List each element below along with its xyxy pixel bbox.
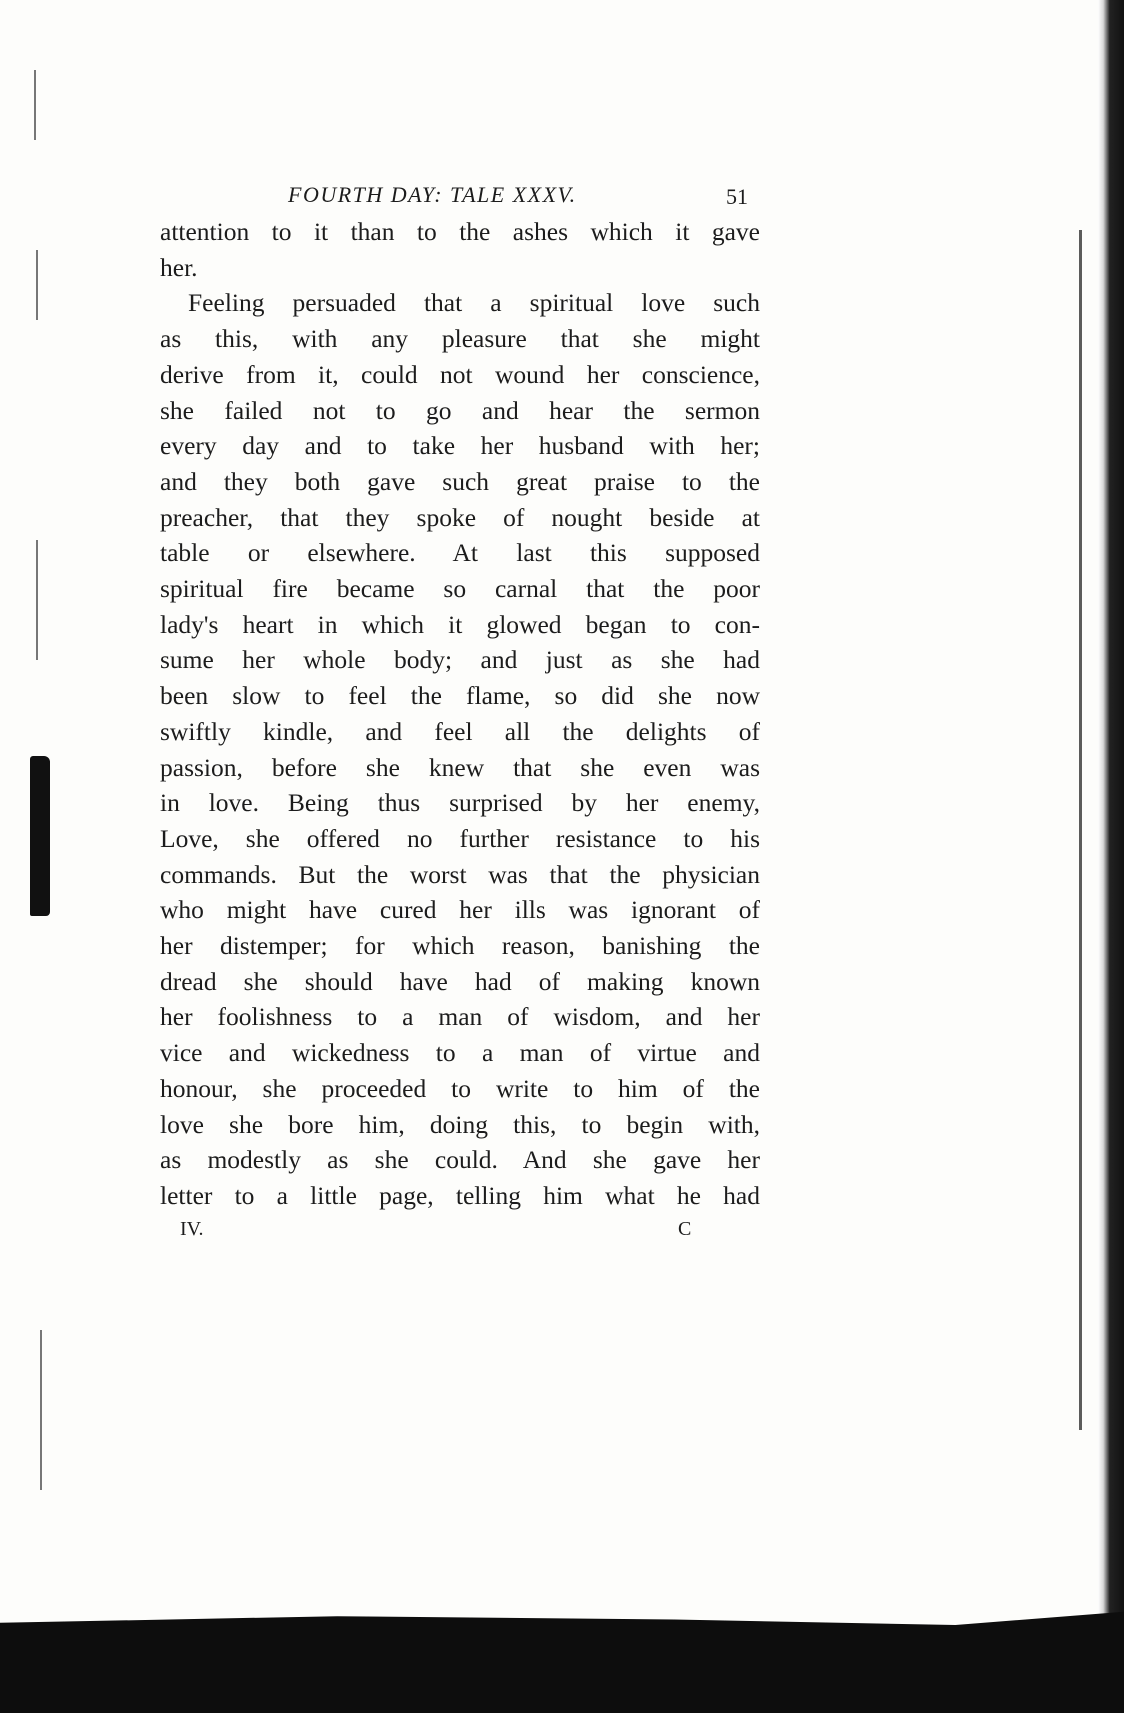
body-text — [160, 214, 760, 1214]
scan-shadow-right — [1098, 0, 1124, 1713]
text-line: preacher, that they spoke of nought beside at — [160, 502, 760, 532]
text-line: attention to it than to the ashes which it gave — [160, 217, 760, 246]
running-head-title: FOURTH DAY: TALE XXXV. — [288, 182, 577, 207]
text-line: her distemper; for which reason, banishing the — [160, 931, 760, 961]
text-line: been slow to feel the flame, so did she now — [160, 681, 760, 711]
gathering-signature: C — [678, 1217, 692, 1240]
text-line: swiftly kindle, and feel all the delights of — [160, 716, 760, 746]
text-line: her. — [160, 252, 198, 282]
text-line: vice and wickedness to a man of virtue and — [160, 1038, 760, 1068]
page-number: 51 — [726, 184, 748, 209]
text-line: letter to a little page, telling him what he had — [160, 1180, 760, 1210]
text-line: sume her whole body; and just as she had — [160, 645, 760, 675]
text-line: she failed not to go and hear the sermon — [160, 395, 760, 425]
paragraph-1 — [160, 214, 760, 285]
text-line: her foolishness to a man of wisdom, and her — [160, 1002, 760, 1032]
text-line: honour, she proceeded to write to him of the — [160, 1073, 760, 1103]
scan-speck — [40, 1330, 42, 1490]
text-line: commands. But the worst was that the physician — [160, 859, 760, 889]
text-line: love she bore him, doing this, to begin with, — [160, 1109, 760, 1139]
text-line: table or elsewhere. At last this supposed — [160, 538, 760, 568]
text-line: and they both gave such great praise to the — [160, 466, 760, 496]
scan-speck — [36, 540, 38, 660]
volume-signature: IV. — [180, 1217, 204, 1240]
scan-fold-line — [1079, 230, 1082, 1430]
scan-shadow-left — [30, 756, 50, 916]
text-line: in love. Being thus surprised by her enemy, — [160, 788, 760, 818]
text-line: lady's heart in which it glowed began to con- — [160, 609, 760, 639]
text-line: dread she should have had of making known — [160, 966, 760, 996]
scan-speck — [36, 250, 38, 320]
text-line: every day and to take her husband with her; — [160, 431, 760, 461]
text-line: passion, before she knew that she even was — [160, 752, 760, 782]
signature-marks — [160, 1214, 760, 1250]
paragraph-2 — [160, 285, 760, 1213]
scan-speck — [34, 70, 36, 140]
running-head — [160, 176, 760, 212]
book-page — [160, 176, 760, 1250]
text-line: who might have cured her ills was ignorant of — [160, 895, 760, 925]
text-line: derive from it, could not wound her conscience, — [160, 359, 760, 389]
text-line: as modestly as she could. And she gave her — [160, 1145, 760, 1175]
scan-shadow-bottom — [0, 1603, 1124, 1713]
text-line: as this, with any pleasure that she might — [160, 324, 760, 354]
text-line: Love, she offered no further resistance to his — [160, 823, 760, 853]
text-line: Feeling persuaded that a spiritual love such — [188, 288, 760, 318]
text-line: spiritual fire became so carnal that the poor — [160, 574, 760, 604]
